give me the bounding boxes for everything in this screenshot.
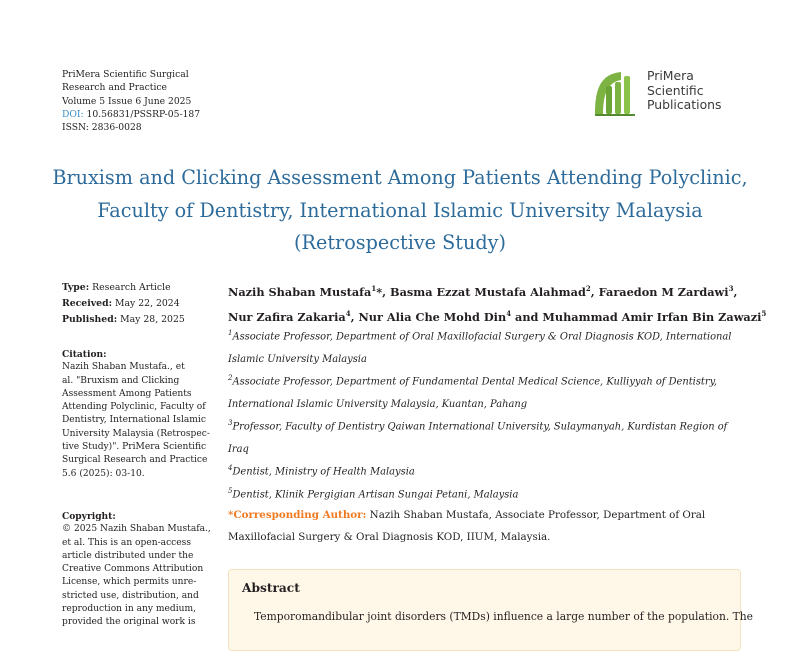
affiliation-number: 1 [228, 329, 233, 337]
author-affiliation-number: 4 [506, 308, 512, 318]
copyright-block [62, 510, 212, 630]
copyright-line: reproduction in any medium, [62, 604, 196, 615]
affiliation-text: International Islamic University Malaysia, Kuantan, Pahang [228, 398, 528, 410]
author-affiliation-number: 5 [761, 308, 767, 318]
affiliation-5 [228, 480, 748, 507]
citation-block [62, 348, 212, 481]
journal-issn: ISSN: 2836-0028 [62, 122, 142, 134]
affiliation-text: Dentist, Klinik Pergigian Artisan Sungai Petani, Malaysia [232, 489, 519, 501]
citation-line: 5.6 (2025): 03-10. [62, 468, 145, 479]
type-value: Research Article [92, 282, 171, 293]
affiliation-text: Dentist, Ministry of Health Malaysia [232, 466, 415, 478]
author-name: Nur Zafira Zakaria [228, 309, 346, 324]
affiliation-3 [228, 412, 748, 461]
citation-line: Surgical Research and Practice [62, 455, 208, 466]
citation-line: University Malaysia (Retrospec- [62, 428, 210, 439]
logo-line3: Publications [647, 97, 722, 113]
citation-line: Nazih Shaban Mustafa., et [62, 362, 185, 373]
logo-wordmark [647, 69, 721, 113]
affiliation-text: Professor, Faculty of Dentistry Qaiwan International University, Sulaymanyah, Kurdistan Region of [232, 421, 728, 433]
corresponding-text: Maxillofacial Surgery & Oral Diagnosis KOD, IIUM, Malaysia. [228, 531, 551, 543]
author-separator: and [511, 309, 543, 324]
journal-doi [62, 108, 200, 121]
author-name: Nur Alia Che Mohd Din [358, 309, 507, 324]
journal-volume: Volume 5 Issue 6 June 2025 [62, 95, 192, 107]
publisher-logo [591, 68, 751, 120]
affiliation-text: Associate Professor, Department of Oral Maxillofacial Surgery & Oral Diagnosis KOD, International [232, 331, 732, 343]
author-name: Nazih Shaban Mustafa [228, 284, 372, 299]
author-separator: , [733, 284, 738, 299]
author-name: Faraedon M Zardawi [598, 284, 729, 299]
copyright-line: © 2025 Nazih Shaban Mustafa., [62, 524, 211, 535]
author-affiliation-number: 3 [728, 284, 734, 293]
citation-label: Citation: [62, 349, 107, 360]
corresponding-text: Nazih Shaban Mustafa, Associate Professor, Department of Oral [366, 509, 706, 521]
author-separator: *, [376, 284, 391, 299]
title-line3: (Retrospective Study) [294, 231, 506, 254]
affiliation-number: 4 [228, 464, 233, 472]
author-affiliation-number: 4 [345, 308, 351, 318]
copyright-line: article distributed under the [62, 550, 194, 561]
primera-logo-icon [591, 68, 639, 118]
copyright-line: License, which permits unre- [62, 577, 197, 588]
abstract-text: Temporomandibular joint disorders (TMDs) influence a large number of the population. The [254, 610, 753, 623]
published-label: Published: [62, 314, 118, 325]
doi-value[interactable]: 10.56831/PSSRP-05-187 [86, 108, 201, 120]
copyright-line: provided the original work is [62, 617, 196, 628]
copyright-line: Creative Commons Attribution [62, 564, 204, 575]
type-label: Type: [62, 282, 90, 293]
title-line2: Faculty of Dentistry, International Islamic University Malaysia [97, 198, 703, 222]
copyright-label: Copyright: [62, 511, 116, 522]
corresponding-author [228, 504, 705, 548]
logo-line1: PriMera [647, 68, 694, 83]
corresponding-label: *Corresponding Author: [228, 509, 367, 521]
affiliation-text: Associate Professor, Department of Fundamental Dental Medical Science, Kulliyyah of Dentistry, [232, 376, 718, 388]
affiliation-text: Iraq [228, 443, 249, 455]
authors-line1 [228, 278, 766, 303]
author-list [228, 278, 766, 328]
author-name: Basma Ezzat Mustafa Alahmad [390, 284, 586, 299]
copyright-line: et al. This is an open-access [62, 537, 191, 548]
author-name: Muhammad Amir Irfan Bin Zawazi [542, 309, 762, 324]
meta-type [62, 280, 185, 296]
abstract-title: Abstract [242, 581, 300, 595]
copyright-line: stricted use, distribution, and [62, 590, 199, 601]
citation-line: Dentistry, International Islamic [62, 415, 206, 426]
doi-label[interactable]: DOI: [62, 108, 84, 120]
abstract-box [228, 569, 753, 651]
citation-line: al. "Bruxism and Clicking [62, 375, 180, 386]
affiliation-text: Islamic University Malaysia [228, 353, 367, 365]
article-title [30, 162, 770, 260]
meta-published [62, 312, 185, 328]
affiliation-number: 3 [228, 419, 233, 427]
article-meta [62, 280, 185, 328]
author-separator: , [590, 284, 599, 299]
affiliation-number: 2 [228, 374, 233, 382]
citation-line: Assessment Among Patients [62, 388, 192, 399]
title-line1: Bruxism and Clicking Assessment Among Patients Attending Polyclinic, [52, 166, 748, 189]
received-value: May 22, 2024 [114, 298, 180, 309]
published-value: May 28, 2025 [120, 314, 185, 325]
author-separator: , [350, 309, 359, 324]
journal-info [62, 68, 200, 134]
citation-line: Attending Polyclinic, Faculty of [62, 402, 206, 413]
author-affiliation-number: 2 [585, 284, 591, 293]
meta-received [62, 296, 185, 312]
logo-line2: Scientific [647, 82, 704, 98]
citation-line: tive Study)". PriMera Scientific [62, 442, 207, 453]
affiliation-number: 5 [228, 487, 233, 495]
journal-name-line2: Research and Practice [62, 82, 167, 94]
journal-name-line1: PriMera Scientific Surgical [62, 69, 189, 80]
affiliation-1 [228, 322, 748, 371]
received-label: Received: [62, 298, 112, 309]
affiliation-2 [228, 367, 748, 416]
author-affiliation-number: 1 [371, 284, 377, 293]
